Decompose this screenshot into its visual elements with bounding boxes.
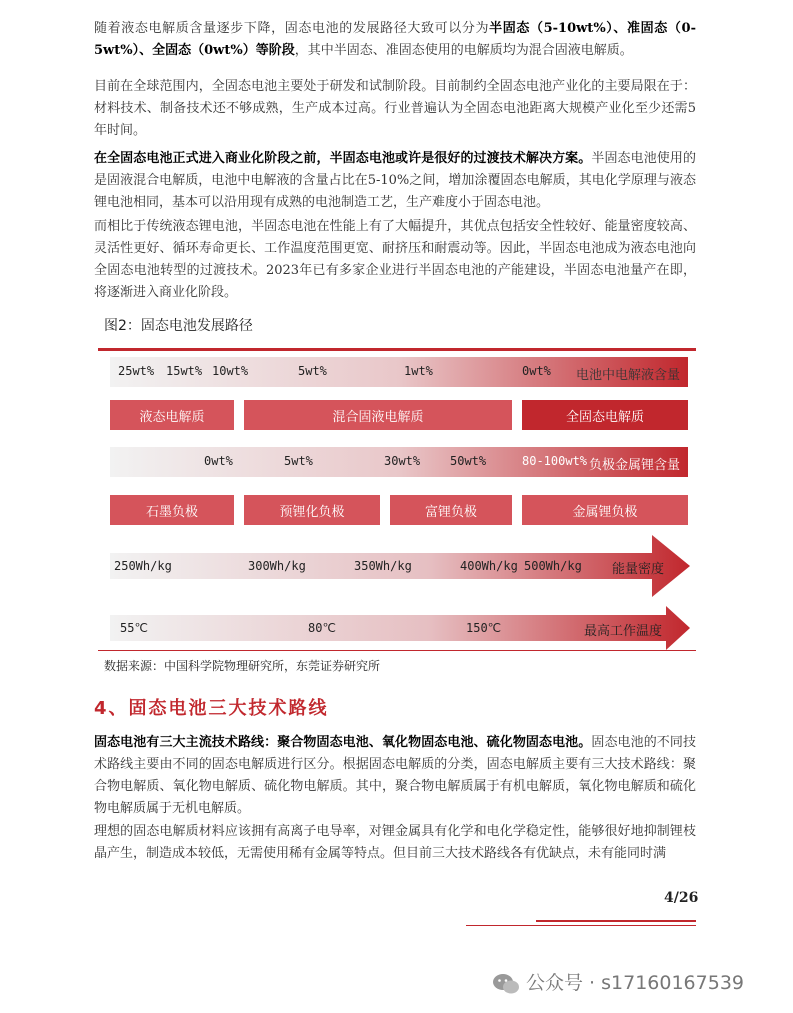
figure-title: 图2：固态电池发展路径 (104, 318, 253, 334)
row1-label: 5wt% (298, 364, 327, 378)
row5-label: 350Wh/kg (354, 559, 412, 573)
graphite-anode-box: 石墨负极 (110, 495, 234, 525)
row3-label: 0wt% (204, 454, 233, 468)
paragraph-bold-text: 在全固态电池正式进入商业化阶段之前，半固态电池或许是很好的过渡技术解决方案。 (94, 151, 592, 166)
row3-label: 80-100wt% (522, 454, 588, 468)
row6-title: 最高工作温度 (584, 624, 663, 639)
row5-label: 400Wh/kg (460, 559, 518, 573)
figure-top-rule (98, 348, 696, 351)
prelithiated-anode-box: 预锂化负极 (244, 495, 380, 525)
row1-label: 0wt% (522, 364, 551, 378)
lithium-metal-anode-box: 金属锂负极 (522, 495, 688, 525)
row5-label: 500Wh/kg (524, 559, 582, 573)
row1-title: 电池中电解液含量 (575, 368, 680, 383)
paragraph (94, 18, 696, 62)
row1-label: 10wt% (212, 364, 249, 378)
lithium-content-bar (110, 447, 688, 477)
paragraph: 理想的固态电解质材料应该拥有高离子电导率，对锂金属具有化学和电化学稳定性，能够很好地抑制锂枝晶产生，制造成本较低，无需使用稀有金属等特点。但目前三大技术路线各有优缺点，未有能同时满 (94, 824, 696, 861)
row3-label: 5wt% (284, 454, 313, 468)
paragraph: 目前在全球范围内，全固态电池主要处于研发和试制阶段。目前制约全固态电池产业化的主要局限在于：材料技术、制备技术还不够成熟，生产成本过高。行业普遍认为全固态电池距离大规模产业化至少还需5年时间。 (94, 79, 696, 138)
electrolyte-content-bar (110, 357, 688, 387)
row5-label: 250Wh/kg (114, 559, 172, 573)
liquid-electrolyte-box: 液态电解质 (110, 400, 234, 430)
paragraph-text: 随着液态电解质含量逐步下降，固态电池的发展路径大致可以分为 (94, 21, 490, 36)
row3-title: 负极金属锂含量 (588, 458, 680, 473)
paragraph-bold-text: 固态电池有三大主流技术路线：聚合物固态电池、氧化物固态电池、硫化物固态电池。 (94, 735, 592, 750)
figure-bottom-rule (98, 650, 696, 651)
row3-label: 30wt% (384, 454, 421, 468)
section-title: 4、固态电池三大技术路线 (94, 698, 329, 719)
max-temp-arrow (110, 606, 690, 650)
row5-label: 300Wh/kg (248, 559, 306, 573)
page-number: 4/26 (664, 890, 699, 906)
paragraph-text: 半固态电池使用的是固液混合电解质，电池中电解液的含量占比在5-10%之间，增加涂覆固态电解质，其电化学原理与液态锂电池相同，基本可以沿用现有成熟的电池制造工艺，生产难度小于固态电池。 (94, 151, 696, 210)
hybrid-electrolyte-box: 混合固液电解质 (244, 400, 512, 430)
row6-label: 55℃ (120, 621, 148, 635)
row6-label: 80℃ (308, 621, 336, 635)
paragraph (94, 148, 696, 214)
row5-title: 能量密度 (612, 562, 665, 577)
row6-label: 150℃ (466, 621, 502, 635)
figure-source: 数据来源：中国科学院物理研究所，东莞证券研究所 (104, 659, 381, 673)
row1-label: 25wt% (118, 364, 155, 378)
paragraph-text: ，其中半固态、准固态使用的电解质均为混合固液电解质。 (294, 43, 633, 58)
lithium-rich-anode-box: 富锂负极 (390, 495, 512, 525)
row1-label: 15wt% (166, 364, 203, 378)
energy-density-arrow (110, 535, 690, 597)
paragraph: 而相比于传统液态锂电池，半固态电池在性能上有了大幅提升，其优点包括安全性较好、能量密度较高、灵活性更好、循环寿命更长、工作温度范围更宽、耐挤压和耐震动等。因此，半固态电池成为液态电池向全固态电池转型的过渡技术。2023年已有多家企业进行半固态电池的产能建设，半固态电池量产在即，将逐渐进入商业化阶段。 (94, 219, 696, 300)
watermark (492, 968, 744, 995)
row1-label: 1wt% (404, 364, 433, 378)
paragraph-text: 固态电池的不同技术路线主要由不同的固态电解质进行区分。根据固态电解质的分类，固态电解质主要有三大技术路线：聚合物电解质、氧化物电解质、硫化物电解质。其中，聚合物电解质属于有机电解质，氧化物电解质和硫化物电解质属于无机电解质。 (94, 735, 696, 816)
footer-rule (536, 920, 696, 922)
paragraph-bold-text: 半固态（5-10wt%）、准固态（0-5wt%）、全固态（0wt%）等阶段 (94, 21, 696, 58)
footer-rule (466, 925, 696, 926)
row3-label: 50wt% (450, 454, 487, 468)
wechat-icon (492, 973, 520, 995)
paragraph (94, 732, 696, 820)
watermark-text: 公众号 · s17160167539 (526, 972, 744, 994)
solid-electrolyte-box: 全固态电解质 (522, 400, 688, 430)
